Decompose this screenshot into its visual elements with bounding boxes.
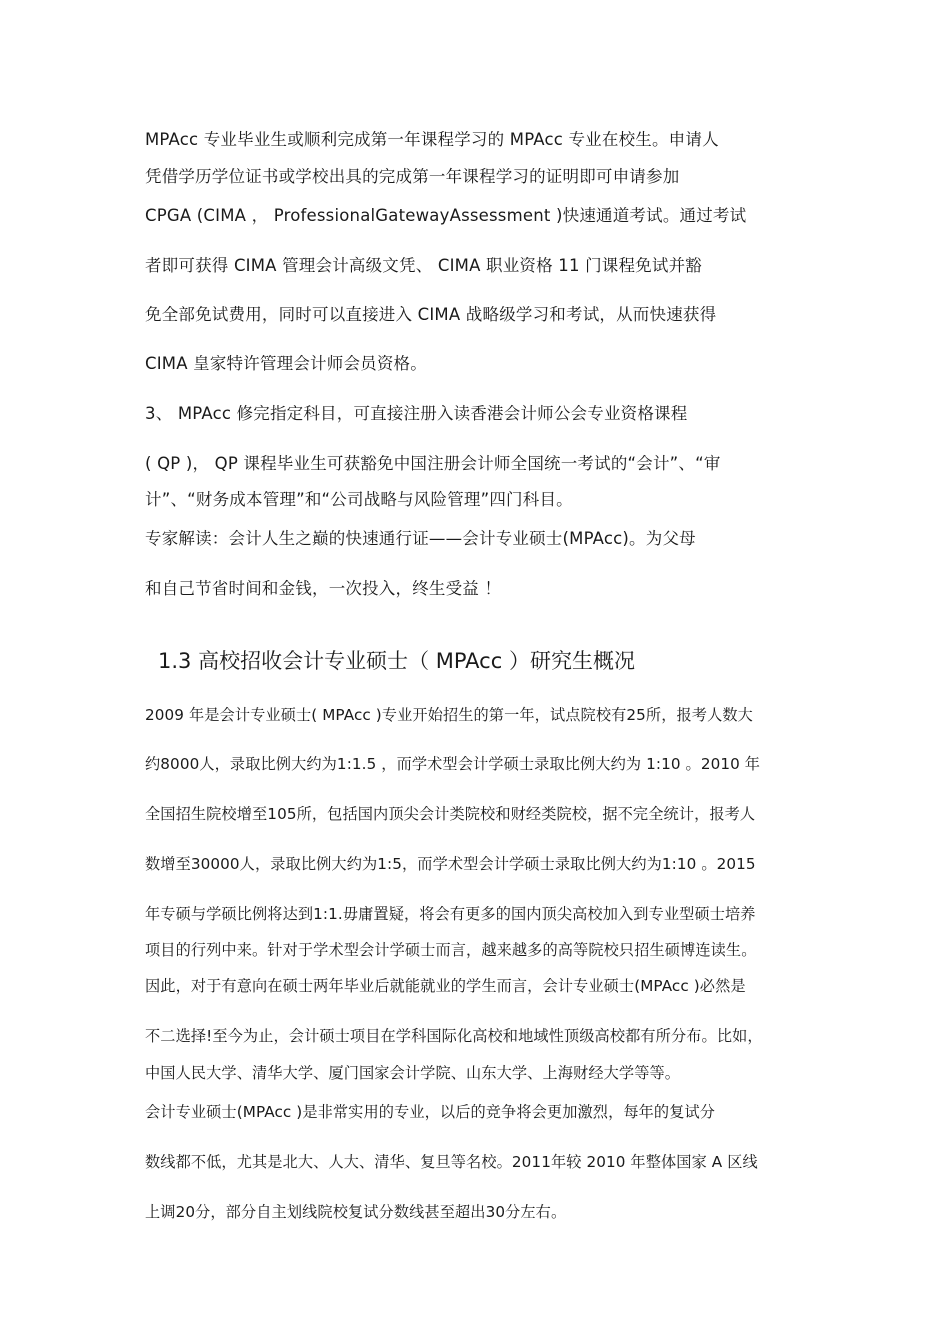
section-heading: 1.3 高校招收会计专业硕士（ MPAcc ）研究生概况 (158, 649, 635, 673)
paragraph-line: 免全部免试费用，同时可以直接进入 CIMA 战略级学习和考试，从而快速获得 (145, 305, 717, 324)
paragraph-line: 全国招生院校增至105所，包括国内顶尖会计类院校和财经类院校，据不完全统计，报考人 (145, 805, 756, 823)
paragraph-line: 专家解读：会计人生之巅的快速通行证——会计专业硕士(MPAcc)。为父母 (145, 529, 696, 548)
paragraph-line: 2009 年是会计专业硕士( MPAcc )专业开始招生的第一年，试点院校有25所，报考人数大 (145, 706, 753, 724)
paragraph-line: 计”、“财务成本管理”和“公司战略与风险管理”四门科目。 (145, 490, 573, 509)
paragraph-line: 者即可获得 CIMA 管理会计高级文凭、 CIMA 职业资格 11 门课程免试并豁 (145, 256, 702, 275)
paragraph-line: 因此，对于有意向在硕士两年毕业后就能就业的学生而言，会计专业硕士(MPAcc )必然是 (145, 977, 746, 995)
paragraph-line: CIMA 皇家特许管理会计师会员资格。 (145, 354, 427, 373)
paragraph-line: 数增至30000人，录取比例大约为1:5，而学术型会计学硕士录取比例大约为1:10 。2015 (145, 855, 756, 873)
paragraph-line: MPAcc 专业毕业生或顺利完成第一年课程学习的 MPAcc 专业在校生。申请人 (145, 130, 719, 149)
paragraph-line: 3、 MPAcc 修完指定科目，可直接注册入读香港会计师公会专业资格课程 (145, 404, 688, 423)
paragraph-line: 凭借学历学位证书或学校出具的完成第一年课程学习的证明即可申请参加 (145, 167, 680, 186)
paragraph-line: 项目的行列中来。针对于学术型会计学硕士而言，越来越多的高等院校只招生硕博连读生。 (145, 941, 757, 959)
paragraph-line: 不二选择!至今为止，会计硕士项目在学科国际化高校和地域性顶级高校都有所分布。比如， (145, 1027, 763, 1045)
paragraph-line: 会计专业硕士(MPAcc )是非常实用的专业，以后的竞争将会更加激烈，每年的复试分 (145, 1103, 716, 1121)
paragraph-line: 和自己节省时间和金钱，一次投入，终生受益 ！ (145, 579, 502, 598)
paragraph-line: 中国人民大学、清华大学、厦门国家会计学院、山东大学、上海财经大学等等。 (145, 1064, 681, 1082)
paragraph-line: CPGA (CIMA ， ProfessionalGatewayAssessment )快速通道考试。通过考试 (145, 206, 747, 225)
paragraph-line: 年专硕与学硕比例将达到1:1.毋庸置疑，将会有更多的国内顶尖高校加入到专业型硕士培养 (145, 905, 756, 923)
paragraph-line: ( QP )， QP 课程毕业生可获豁免中国注册会计师全国统一考试的“会计”、“审 (145, 454, 721, 473)
paragraph-line: 上调20分，部分自主划线院校复试分数线甚至超出30分左右。 (145, 1203, 567, 1221)
paragraph-line: 约8000人，录取比例大约为1:1.5 ，而学术型会计学硕士录取比例大约为 1:10 。2010 年 (145, 755, 761, 773)
paragraph-line: 数线都不低，尤其是北大、人大、清华、复旦等名校。2011年较 2010 年整体国家 A 区线 (145, 1153, 758, 1171)
